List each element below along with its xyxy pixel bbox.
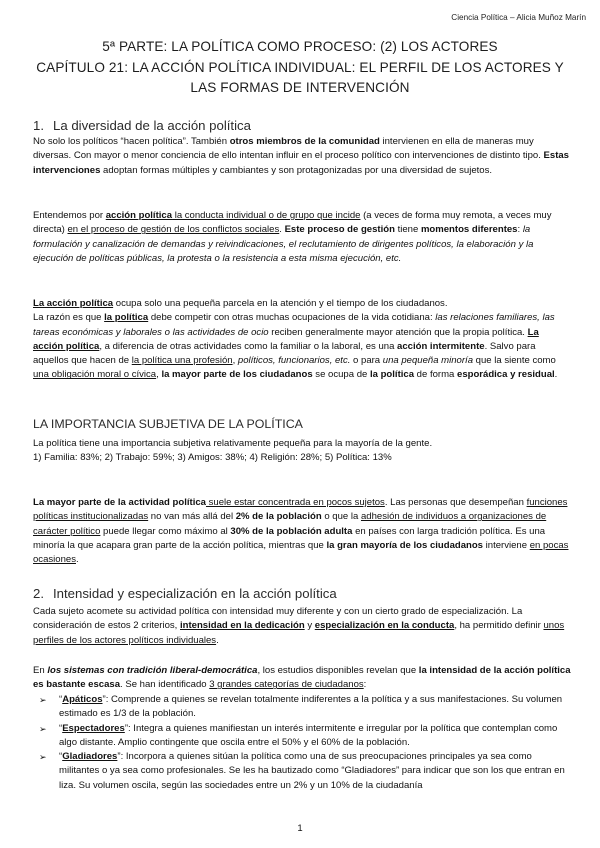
text-bold-underline: La acción política — [33, 298, 114, 309]
text-italic: la formulación y canalización de demandas y reivindicaciones, el reclutamiento de dirigentes políticos, la elaboración y la ejecución de políticas públicas, la protesta o la resistencia a esta misma ejecución, etc. — [33, 224, 534, 264]
text-run: “ — [59, 722, 63, 734]
text-bold-underline: especialización en la conducta — [314, 620, 455, 632]
text-run: adoptan formas múltiples y cambiantes y son protagonizadas por una diversidad de sujetos. — [100, 164, 493, 176]
text-run: La razón es que — [33, 312, 105, 324]
text-run: : Integra a quienes manifiestan un interés intermitente e irregular por la política que contemplan como algo distante. Amplio contingente que oscila entre el 50% y el 60% de la población. — [59, 722, 558, 748]
text-run: , a diferencia de otras actividades como la familiar o la laboral, es una — [99, 340, 398, 352]
list-item-gladiadores — [33, 750, 571, 793]
section-1-heading — [33, 118, 251, 133]
text-run: o para — [350, 355, 383, 367]
text-bold: esporádica y residual — [457, 369, 555, 381]
page-number: 1 — [297, 823, 303, 834]
paragraph-importancia — [33, 437, 571, 466]
text-italic: las relaciones familiares, las tareas económicas y laborales o las actividades de ocio — [33, 312, 555, 338]
text-run: La política tiene una importancia subjetiva relativamente pequeña para la mayoría de la gente. — [33, 438, 433, 449]
section-number: 2. — [33, 586, 44, 601]
text-run: (a veces de forma muy remota, a veces muy directa) — [33, 210, 552, 236]
text-bold: la mayor parte de los ciudadanos — [161, 369, 313, 381]
text-bold: la intensidad de la acción política es bastante escasa — [33, 665, 571, 691]
text-underline: funciones políticas institucionalizadas — [33, 497, 568, 523]
text-run: . Se han identificado — [120, 679, 210, 691]
text-bold: 2% de la población — [235, 511, 322, 523]
text-run: En — [33, 665, 48, 676]
text-run: ” — [117, 751, 121, 763]
section-2-heading — [33, 586, 337, 601]
list-item-apaticos — [33, 693, 571, 722]
text-bold: La mayor parte de la actividad política — [33, 497, 206, 508]
text-run: , — [232, 355, 238, 367]
text-run: se ocupa de — [312, 369, 370, 381]
text-bold-italic: los sistemas con tradición liberal-democrática — [47, 665, 258, 676]
arrow-bullet-icon: ➢ — [39, 723, 47, 734]
text-bold-underline: acción política — [105, 210, 173, 221]
text-bold: la política — [369, 369, 415, 381]
term-espectadores: Espectadores — [62, 722, 125, 734]
text-underline: una obligación moral o cívica — [33, 369, 157, 381]
text-run: puede llegar como máximo al — [100, 525, 231, 537]
text-run: reciben generalmente mayor atención que la propia política. — [268, 326, 528, 338]
text-bold-underline: la política — [104, 312, 149, 324]
text-run: “ — [59, 751, 63, 763]
text-run: . — [554, 369, 558, 381]
paragraph-minoria — [33, 496, 571, 567]
text-run: : Comprende a quienes se revelan totalmente indiferentes a la política y a sus manifestaciones. Su volumen estimado es 1/3 de la población. — [59, 694, 563, 720]
text-run: Las personas que desempeñan — [390, 497, 527, 508]
text-italic: políticos, funcionarios, etc. — [237, 355, 351, 367]
text-run: ocupa solo una pequeña parcela en la atención y el tiempo de los ciudadanos. — [113, 298, 448, 309]
running-header: Ciencia Política – Alicia Muñoz Marín — [451, 13, 586, 22]
paragraph-definicion — [33, 209, 571, 266]
arrow-bullet-icon: ➢ — [39, 695, 47, 705]
citizen-categories-list — [33, 693, 571, 793]
term-gladiadores: Gladiadores — [62, 751, 118, 763]
text-underline: en pocas ocasiones — [33, 539, 569, 566]
text-run: en países con larga tradición política. Es una minoría la que acapara gran parte de la acción política, mientras que — [33, 525, 546, 551]
text-bold: Estas intervenciones — [33, 150, 569, 176]
text-bold: Este proceso de gestión — [284, 224, 395, 236]
title-line-chapter-cont: LAS FORMAS DE INTERVENCIÓN — [190, 80, 410, 95]
section-title: Intensidad y especialización en la acción política — [53, 586, 337, 601]
text-underline: la política una profesión — [131, 355, 233, 367]
survey-rankings: 1) Familia: 83%; 2) Trabajo: 59%; 3) Amigos: 38%; 4) Religión: 28%; 5) Política: 13% — [33, 452, 392, 464]
text-run: ” — [102, 694, 106, 705]
paragraph-intensidad — [33, 605, 571, 648]
text-underline: unos perfiles de los actores políticos individuales — [33, 620, 565, 646]
text-run: , los estudios disponibles revelan que — [257, 665, 419, 676]
text-run: . Salvo para aquellos que hacen de — [33, 340, 536, 367]
text-bold: otros miembros de la comunidad — [229, 136, 380, 147]
subsection-heading: LA IMPORTANCIA SUBJETIVA DE LA POLÍTICA — [33, 417, 303, 431]
text-run: que la siente como — [473, 355, 556, 367]
text-run: interviene — [483, 539, 530, 551]
text-run: . — [216, 634, 219, 646]
text-bold: momentos diferentes — [420, 224, 518, 236]
text-bold: acción intermitente — [397, 340, 485, 352]
text-run: . — [279, 224, 285, 236]
title-line-chapter: CAPÍTULO 21: LA ACCIÓN POLÍTICA INDIVIDUAL: EL PERFIL DE LOS ACTORES Y — [36, 59, 564, 75]
section-number: 1. — [33, 118, 44, 133]
text-underline: 3 grandes categorías de ciudadanos — [209, 679, 364, 691]
text-run: intervienen en ella de maneras muy diversas. Con mayor o menor conciencia de ello intentan influir en el proceso político con intervenciones de distinto tipo. — [33, 136, 544, 162]
text-bold-underline: intensidad en la dedicación — [180, 620, 305, 632]
text-bold: la gran mayoría de los ciudadanos — [326, 539, 483, 551]
title-line-part: 5ª PARTE: LA POLÍTICA COMO PROCESO: (2) LOS ACTORES — [102, 39, 498, 54]
text-bold-underline: La acción política — [33, 326, 539, 352]
text-italic: una pequeña minoría — [382, 355, 473, 367]
text-run: de forma — [414, 369, 458, 381]
text-run: no van más allá del — [148, 511, 236, 523]
list-item-espectadores — [33, 722, 571, 751]
paragraph-parcela — [33, 297, 571, 383]
text-run: debe competir con otras muchas ocupaciones de la vida cotidiana: — [148, 312, 436, 324]
text-underline: adhesión de individuos a organizaciones de carácter político — [33, 511, 547, 537]
chapter-title — [30, 37, 570, 99]
text-run: : Incorpora a quienes sitúan la política como una de sus preocupaciones principales ya sea como militantes o ya sea como profesionales. Se les ha bautizado como “Gladiadores” para indicar que son los que entran en liza. Su volumen oscila, según las sociedades entre un 2% y un 10% de la ciudadanía — [59, 751, 565, 791]
text-run: No solo los políticos “hacen política”. También — [33, 136, 230, 147]
text-run: tiene — [394, 224, 421, 236]
text-run: : — [363, 679, 367, 691]
text-run: . — [76, 554, 79, 566]
text-run: Cada sujeto acomete su actividad política con intensidad muy diferente y con un cierto grado de especialización. La consideración de estos 2 criterios, — [33, 606, 523, 632]
section-title: La diversidad de la acción política — [53, 118, 251, 133]
text-underline: la conducta individual o de grupo que incide — [172, 210, 361, 221]
text-run: : — [517, 224, 523, 236]
text-run: Entendemos por — [33, 210, 106, 221]
text-run: y — [304, 620, 315, 632]
text-underline: suele estar concentrada en pocos sujetos — [205, 497, 385, 508]
text-bold: 30% de la población adulta — [230, 525, 353, 537]
text-run: , ha permitido definir — [454, 620, 544, 632]
text-run: “ — [59, 694, 63, 705]
term-apaticos: Apáticos — [62, 694, 103, 705]
text-run: o que la — [321, 511, 361, 523]
text-run: ” — [124, 722, 128, 734]
arrow-bullet-icon: ➢ — [39, 752, 47, 763]
paragraph-categorias — [33, 664, 571, 693]
text-run: . — [384, 497, 391, 508]
text-run: , — [156, 369, 162, 381]
text-underline: en el proceso de gestión de los conflictos sociales — [67, 224, 280, 236]
paragraph-diversidad — [33, 135, 571, 178]
